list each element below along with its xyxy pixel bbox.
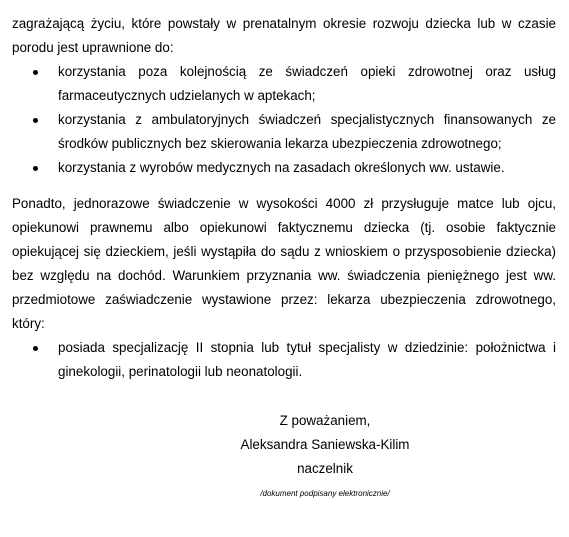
electronic-signature-note: /dokument podpisany elektronicznie/ <box>260 489 390 498</box>
signatory-position: naczelnik <box>297 461 353 476</box>
bullet-icon <box>33 166 38 171</box>
list-item-text: posiada specjalizację II stopnia lub tytuł specjalisty w dziedzinie: położnictwa i ginekologii, perinatologii lub neonatologii. <box>58 340 556 379</box>
intro-paragraph: zagrażającą życiu, które powstały w prenatalnym okresie rozwoju dziecka lub w czasie porodu jest uprawnione do: <box>12 16 556 55</box>
list-item <box>0 108 569 156</box>
bullet-icon <box>33 346 38 351</box>
list-item <box>0 156 569 180</box>
bullet-icon <box>33 70 38 75</box>
list-item-text: korzystania poza kolejnością ze świadczeń opieki zdrowotnej oraz usług farmaceutycznych udzielanych w aptekach; <box>58 64 556 103</box>
benefit-paragraph: Ponadto, jednorazowe świadczenie w wysokości 4000 zł przysługuje matce lub ojcu, opiekunowi prawnemu albo opiekunowi faktycznemu dziecka (tj. osobie faktycznie opiekującej się dzieckiem, jeśli wystąpiła do sądu z wnioskiem o przysposobienie dziecka) bez względu na dochód. Warunkiem przyznania ww. świadczenia pieniężnego jest ww. przedmiotowe zaświadczenie wystawione przez: lekarza ubezpieczenia zdrowotnego, który: <box>12 196 556 331</box>
entitlements-list <box>0 60 569 180</box>
bullet-icon <box>33 118 38 123</box>
list-item-text: korzystania z wyrobów medycznych na zasadach określonych ww. ustawie. <box>58 160 505 175</box>
list-item <box>0 336 569 384</box>
list-item-text: korzystania z ambulatoryjnych świadczeń specjalistycznych finansowanych ze środków publicznych bez skierowania lekarza ubezpieczenia zdrowotnego; <box>58 112 556 151</box>
signatory-name: Aleksandra Saniewska-Kilim <box>240 437 410 452</box>
list-item <box>0 60 569 108</box>
requirements-list <box>0 336 569 384</box>
closing-greeting: Z poważaniem, <box>279 413 371 428</box>
